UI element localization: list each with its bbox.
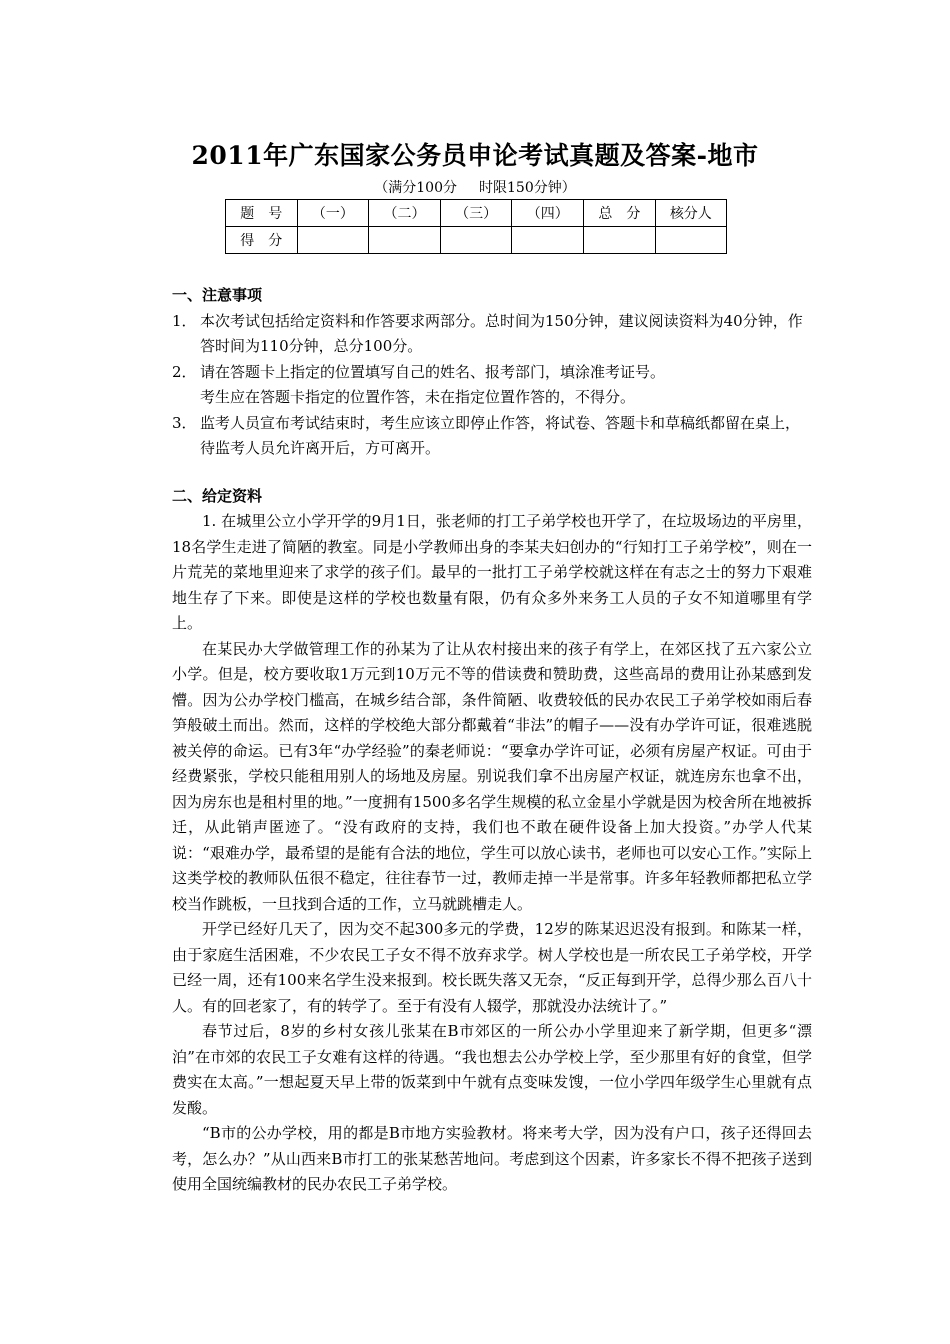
- section-title-notes: 一、注意事项: [172, 286, 263, 304]
- exam-info: [0, 177, 950, 197]
- score-header-cell: （三）: [440, 200, 512, 227]
- section-title-materials: 二、给定资料: [172, 486, 263, 505]
- score-table: [225, 199, 727, 254]
- page-title: 2011年广东国家公务员申论考试真题及答案-地市: [191, 141, 759, 170]
- score-header-cell: 总 分: [584, 200, 656, 227]
- note-item: [172, 309, 812, 360]
- material-paragraph: 在某民办大学做管理工作的孙某为了让从农村接出来的孩子有学上，在郊区找了五六家公立小学。但是，校方要收取1万元到10万元不等的借读费和赞助费，这些高昂的费用让孙某感到发懵。因为公办学校门槛高，在城乡结合部，条件简陋、收费较低的民办农民工子弟学校如雨后春笋般破土而出。然而，这样的学校绝大部分都戴着“非法”的帽子——没有办学许可证，很难逃脱被关停的命运。已有3年“办学经验”的秦老师说：“要拿办学许可证，必须有房屋产权证。可由于经费紧张，学校只能租用别人的场地及房屋。别说我们拿不出房屋产权证，就连房东也拿不出，因为房东也是租村里的地。”一度拥有1500多名学生规模的私立金星小学就是因为校舍所在地被拆迁，从此销声匿迹了。“没有政府的支持，我们也不敢在硬件设备上加大投资。”办学人代某说：“艰难办学，最希望的是能有合法的地位，学生可以放心读书，老师也可以安心工作。”实际上这类学校的教师队伍很不稳定，往往春节一过，教师走掉一半是常事。许多年轻教师都把私立学校当作跳板，一旦找到合适的工作，立马就跳槽走人。: [172, 639, 812, 913]
- note-item: [172, 411, 812, 462]
- material-paragraph: 春节过后，8岁的乡村女孩儿张某在B市郊区的一所公办小学里迎来了新学期，但更多“漂泊”在市郊的农民工子女难有这样的待遇。“我也想去公办学校上学，至少那里有好的食堂，但学费实在太高。”一想起夏天早上带的饭菜到中午就有点变味发馊，一位小学四年级学生心里就有点发酸。: [172, 1022, 812, 1117]
- note-text: 请在答题卡上指定的位置填写自己的姓名、报考部门，填涂准考证号。: [200, 362, 666, 381]
- note-number: 1．: [172, 311, 197, 330]
- full-score: （满分100分: [374, 180, 457, 196]
- score-header-cell: （一）: [297, 200, 369, 227]
- score-cell: [297, 227, 369, 254]
- score-header-cell: （四）: [512, 200, 584, 227]
- score-table-header-row: [226, 200, 727, 227]
- note-text: 监考人员宣布考试结束时，考生应该立即停止作答，将试卷、答题卡和草稿纸都留在桌上，待监考人员允许离开后，方可离开。: [200, 413, 801, 457]
- note-item: [172, 360, 812, 386]
- material-paragraph: 1. 在城里公立小学开学的9月1日，张老师的打工子弟学校也开学了，在垃圾场边的平房里，18名学生走进了简陋的教室。同是小学教师出身的李某夫妇创办的“行知打工子弟学校”，则在一片荒芜的菜地里迎来了求学的孩子们。最早的一批打工子弟学校就这样在有志之士的努力下艰难地生存了下来。即使是这样的学校也数量有限，仍有众多外来务工人员的子女不知道哪里有学上。: [172, 512, 812, 632]
- note-extra-line: 考生应在答题卡指定的位置作答，未在指定位置作答的，不得分。: [200, 388, 636, 406]
- note-number: 3．: [172, 413, 197, 432]
- note-text: 本次考试包括给定资料和作答要求两部分。总时间为150分钟，建议阅读资料为40分钟，作答时间为110分钟，总分100分。: [200, 311, 803, 355]
- score-table-score-row: [226, 227, 727, 254]
- score-cell: [512, 227, 584, 254]
- score-cell: [655, 227, 726, 254]
- time-limit: 时限150分钟）: [479, 180, 576, 196]
- note-number: 2．: [172, 362, 197, 381]
- material-paragraph: “B市的公办学校，用的都是B市地方实验教材。将来考大学，因为没有户口，孩子还得回去考，怎么办？”从山西来B市打工的张某愁苦地问。考虑到这个因素，许多家长不得不把孩子送到使用全国统编教材的民办农民工子弟学校。: [172, 1124, 812, 1193]
- score-cell: [440, 227, 512, 254]
- score-row-label: 得 分: [226, 227, 298, 254]
- material-paragraph: 开学已经好几天了，因为交不起300多元的学费，12岁的陈某迟迟没有报到。和陈某一样，由于家庭生活困难，不少农民工子女不得不放弃求学。树人学校也是一所农民工子弟学校，开学已经一周，还有100来名学生没来报到。校长既失落又无奈，“反正每到开学，总得少那么百八十人。有的回老家了，有的转学了。至于有没有人辍学，那就没办法统计了。”: [172, 920, 812, 1015]
- document-body: [172, 283, 812, 1198]
- score-cell: [369, 227, 441, 254]
- score-cell: [584, 227, 656, 254]
- score-header-cell: （二）: [369, 200, 441, 227]
- score-header-cell: 核分人: [655, 200, 726, 227]
- score-header-cell: 题 号: [226, 200, 298, 227]
